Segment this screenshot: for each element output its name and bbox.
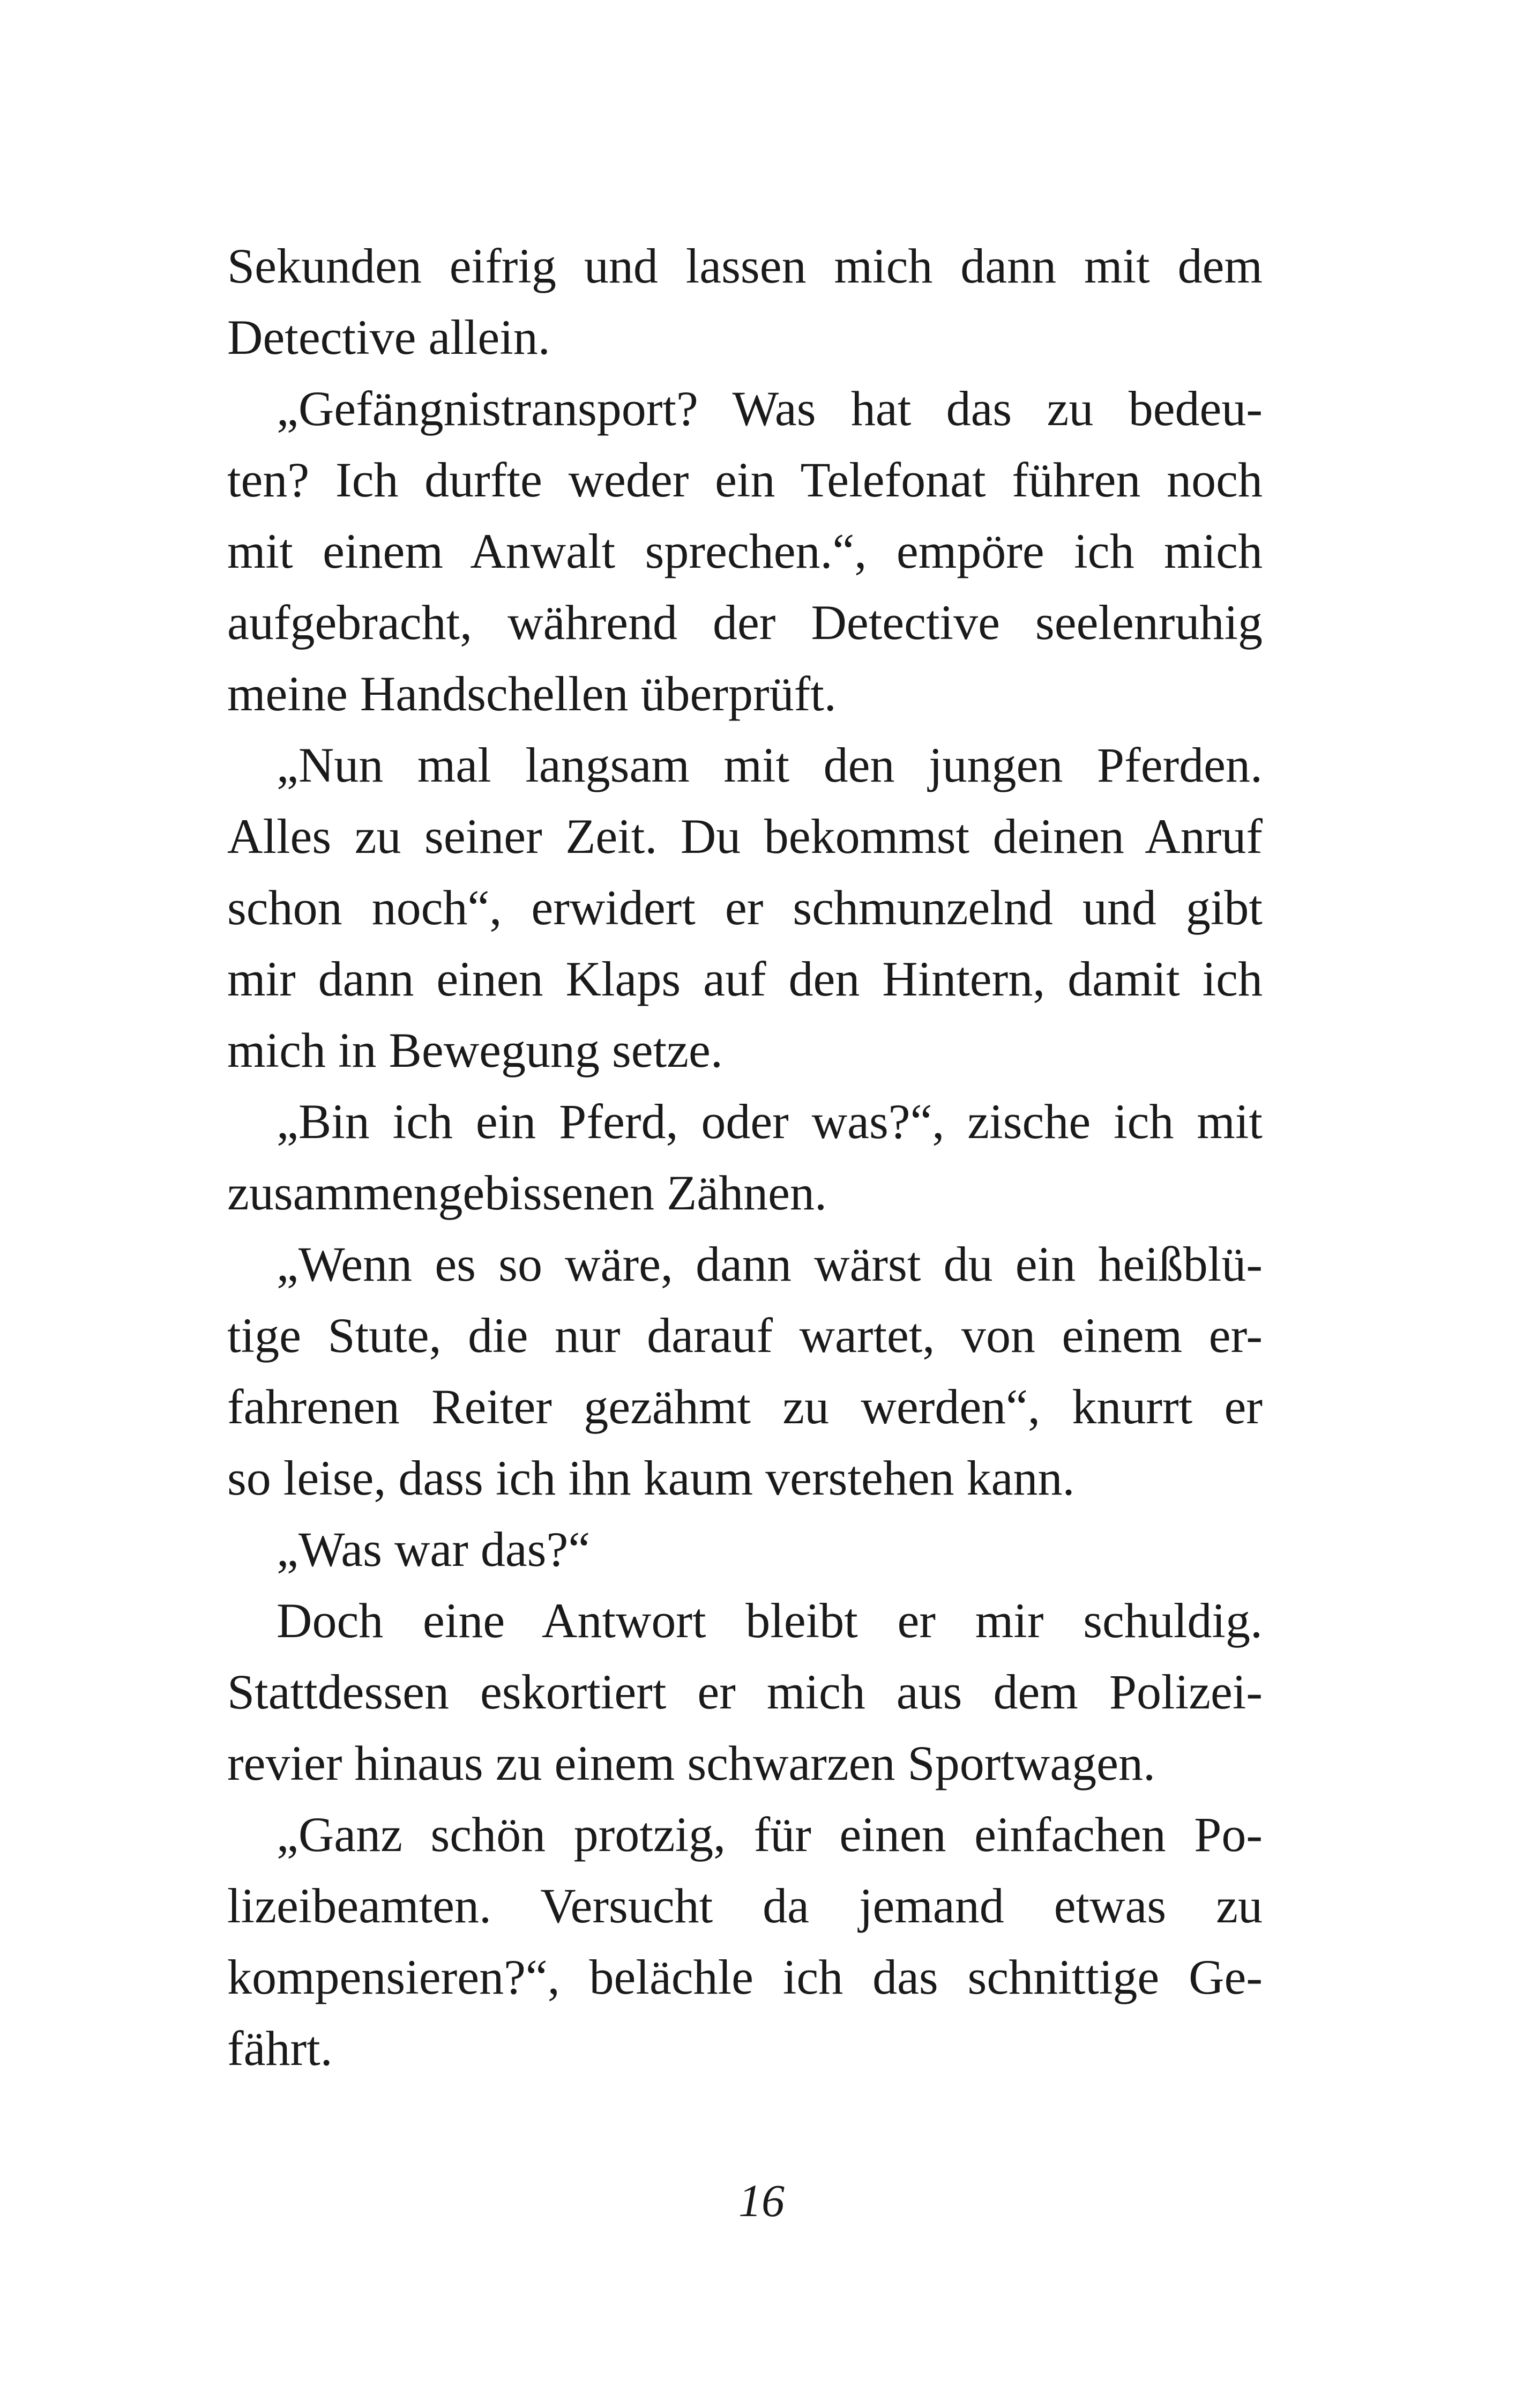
- text-line: zusammengebissenen Zähnen.: [227, 1165, 827, 1220]
- text-line: „Ganz schön protzig, für einen einfachen Po-: [277, 1807, 1263, 1862]
- text-line: „Nun mal langsam mit den jungen Pferden.: [277, 738, 1263, 792]
- text-line: tige Stute, die nur darauf wartet, von einem er-: [227, 1308, 1263, 1363]
- body-text: [227, 231, 1263, 2084]
- text-line: meine Handschellen überprüft.: [227, 666, 837, 721]
- text-line: kompensieren?“, belächle ich das schnittige Ge-: [227, 1950, 1263, 2004]
- text-line: mich in Bewegung setze.: [227, 1023, 723, 1077]
- text-line: „Gefängnistransport? Was hat das zu bedeu-: [277, 381, 1263, 436]
- text-line: mir dann einen Klaps auf den Hintern, damit ich: [227, 952, 1263, 1006]
- text-line: aufgebracht, während der Detective seelenruhig: [227, 595, 1263, 650]
- text-line: fährt.: [227, 2021, 333, 2076]
- text-line: Sekunden eifrig und lassen mich dann mit dem: [227, 239, 1263, 293]
- text-line: Detective allein.: [227, 310, 550, 365]
- text-line: so leise, dass ich ihn kaum verstehen kann.: [227, 1451, 1075, 1505]
- text-line: Stattdessen eskortiert er mich aus dem Polizei-: [227, 1664, 1263, 1719]
- text-line: schon noch“, erwidert er schmunzelnd und gibt: [227, 880, 1263, 935]
- text-line: fahrenen Reiter gezähmt zu werden“, knurrt er: [227, 1379, 1263, 1434]
- text-line: revier hinaus zu einem schwarzen Sportwagen.: [227, 1736, 1156, 1790]
- text-line: lizeibeamten. Versucht da jemand etwas zu: [227, 1878, 1263, 1933]
- text-line: ten? Ich durfte weder ein Telefonat führen noch: [227, 452, 1263, 507]
- text-line: „Was war das?“: [277, 1522, 591, 1577]
- text-line: „Bin ich ein Pferd, oder was?“, zische ich mit: [277, 1094, 1263, 1149]
- text-line: mit einem Anwalt sprechen.“, empöre ich mich: [227, 524, 1263, 578]
- page-number: 16: [738, 2175, 785, 2226]
- text-line: Doch eine Antwort bleibt er mir schuldig.: [277, 1593, 1263, 1648]
- text-line: „Wenn es so wäre, dann wärst du ein heißblü-: [277, 1237, 1263, 1291]
- text-line: Alles zu seiner Zeit. Du bekommst deinen Anruf: [227, 809, 1263, 864]
